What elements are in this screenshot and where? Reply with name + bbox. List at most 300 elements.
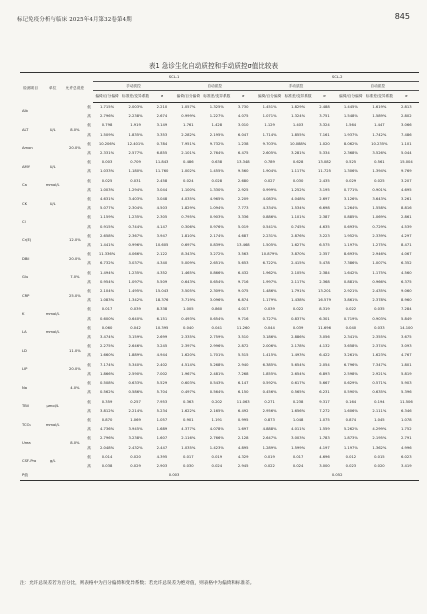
value-cell: 9.769 [401, 169, 412, 174]
value-cell: 1.227% [209, 114, 224, 119]
table-row [20, 140, 419, 149]
value-cell: 1.451% [262, 105, 277, 109]
value-cell: 12.401% [127, 141, 144, 146]
table-row [20, 361, 419, 370]
value-cell: 4.635 [319, 224, 330, 229]
level-cell: 低 [87, 104, 91, 109]
value-cell: 0.025 [374, 178, 385, 183]
value-cell: 6.375 [401, 279, 412, 284]
analyte-name: Na [22, 385, 28, 390]
allowable-error-cell: 8.0% [70, 440, 80, 445]
table-row [20, 269, 419, 278]
value-cell: 2.598% [343, 371, 358, 376]
col-bias: 偏倚/百分偏倚 [255, 91, 284, 103]
value-cell: 0.486 [183, 160, 194, 165]
col-cv: 标准差/变异系数 [121, 91, 150, 103]
level-cell: 高 [87, 408, 91, 413]
value-cell: 0.628 [292, 160, 304, 165]
value-cell: 1.306% [343, 169, 358, 174]
value-cell: 1.791% [291, 289, 306, 294]
value-cell: 0.798 [101, 123, 113, 128]
value-cell: 2.872 [237, 344, 249, 349]
value-cell: 5.262% [343, 427, 358, 432]
value-cell: 1.020 [319, 141, 330, 146]
col-sigma: σ [150, 91, 174, 103]
value-cell: 1.057 [156, 417, 168, 422]
value-cell: 0.044 [264, 325, 275, 330]
value-cell: 1.558% [372, 206, 387, 211]
value-cell: 7.951% [181, 141, 196, 146]
value-cell: 0.837% [291, 316, 306, 321]
value-cell: 3.730 [237, 105, 249, 109]
p-value-row [20, 471, 419, 481]
value-cell: 6.352 [401, 261, 412, 266]
analyte-name: AMY [22, 164, 30, 169]
value-cell: 2.368% [343, 151, 358, 156]
value-cell: 1.003% [100, 187, 115, 192]
value-cell: 1.801 [401, 362, 412, 367]
value-cell: 6.874 [237, 298, 249, 303]
level-cell: 低 [87, 270, 91, 275]
value-cell: 1.197% [343, 243, 358, 248]
allowable-error-cell [64, 324, 85, 342]
value-cell: 3.044 [156, 187, 168, 192]
value-cell: 11.336% [98, 252, 116, 257]
page-number: 845 [394, 12, 410, 21]
value-cell: 1.002% [181, 169, 196, 174]
value-cell: 1.761 [183, 123, 194, 128]
value-cell: 1.083% [100, 298, 115, 303]
unit-cell: mmol/L [45, 422, 60, 427]
value-cell: 2.886% [291, 335, 306, 340]
value-cell: 1.275% [372, 243, 387, 248]
value-cell: 7.272 [319, 408, 330, 413]
value-cell: 1.606% [343, 408, 358, 413]
value-cell: 1.428 [211, 123, 223, 128]
value-cell: 2.275% [100, 344, 115, 349]
value-cell: 5.704 [156, 390, 168, 395]
col-bias: 偏倚/百分偏倚 [174, 91, 203, 103]
value-cell: 11.843 [155, 160, 169, 165]
value-cell: 1.252% [291, 187, 306, 192]
value-cell: 2.435% [372, 289, 387, 294]
value-cell: 3.658% [343, 344, 358, 349]
value-cell: 7.953 [156, 399, 168, 404]
value-cell: 2.903 [156, 463, 168, 468]
value-cell: 0.719% [343, 316, 358, 321]
analyte-name: Cr(E) [22, 238, 32, 243]
value-cell: 4.017 [237, 307, 249, 312]
level-cell: 低 [87, 252, 91, 257]
value-cell: 1.904% [262, 169, 277, 174]
allowable-error-cell: 12.0% [69, 238, 81, 243]
value-cell: 1.005 [183, 307, 194, 312]
value-cell: 0.886% [262, 215, 277, 220]
level-cell: 高 [87, 169, 91, 174]
value-cell: 1.835% [128, 132, 143, 137]
value-cell: 0.617% [291, 381, 306, 386]
col-scl2: SCL-2 [255, 73, 419, 82]
value-cell: 2.674 [156, 114, 168, 119]
value-cell: 5.077% [100, 206, 115, 211]
running-head [17, 12, 410, 24]
value-cell: 0.508% [100, 381, 115, 386]
value-cell: 1.324% [291, 114, 306, 119]
value-cell: 0.996% [128, 243, 143, 248]
value-cell: 8.816 [401, 206, 412, 211]
value-cell: 0.873 [264, 417, 275, 422]
value-cell: 0.590% [343, 390, 358, 395]
value-cell: 1.094% [209, 206, 224, 211]
value-cell: 1.078 [401, 417, 412, 422]
level-cell: 低 [87, 197, 91, 202]
value-cell: 3.812% [100, 408, 115, 413]
value-cell: 6.432 [237, 270, 249, 275]
journal-header: 标记免疫分析与临床 2025年4月第32卷第4期 [17, 17, 132, 23]
value-cell: 0.164 [345, 399, 357, 404]
value-cell: 1.829% [181, 206, 196, 211]
value-cell: 2.341% [343, 335, 358, 340]
value-cell: 0.633% [128, 381, 143, 386]
value-cell: 0.966% [372, 279, 387, 284]
value-cell: 2.921% [372, 371, 387, 376]
value-cell: 4.377% [181, 427, 196, 432]
value-cell: 6.301 [319, 316, 330, 321]
value-cell: 0.060 [101, 325, 113, 330]
value-cell: 2.605% [262, 151, 277, 156]
value-cell: 0.727% [262, 316, 277, 321]
value-cell: 3.719% [181, 298, 196, 303]
value-cell: 0.271 [264, 399, 275, 404]
col-cv: 标准差/变异系数 [284, 91, 313, 103]
value-cell: 18.376 [155, 298, 169, 303]
value-cell: 8.343% [181, 252, 196, 257]
value-cell: 0.999% [181, 114, 196, 119]
allowable-error-cell: 4.0% [70, 385, 80, 390]
value-cell: 0.456% [262, 390, 277, 395]
value-cell: 2.996% [209, 344, 224, 349]
value-cell: 1.191 [211, 417, 223, 422]
value-cell: 2.458 [156, 178, 168, 183]
value-cell: 0.564% [209, 390, 224, 395]
value-cell: 0.643% [181, 279, 196, 284]
table-row [20, 305, 419, 314]
col-sigma: σ [231, 91, 255, 103]
value-cell: 2.101% [181, 151, 196, 156]
value-cell: 7.161 [319, 132, 330, 137]
value-cell: 3.403% [128, 197, 143, 202]
value-cell: 2.367% [128, 233, 143, 238]
col-scl2-auto: 自动质控 [337, 82, 419, 91]
value-cell: 5.009% [181, 261, 196, 266]
value-cell: 0.903% [209, 215, 224, 220]
col-cv: 标准差/变异系数 [203, 91, 232, 103]
value-cell: 1.559 [319, 427, 330, 432]
level-cell: 低 [87, 344, 91, 349]
table-body [20, 103, 419, 472]
value-cell: 2.658% [100, 233, 115, 238]
analyte-name: LIP [22, 367, 28, 372]
value-cell: 1.180% [128, 169, 143, 174]
value-cell: 0.039 [130, 307, 141, 312]
value-cell: 1.048 [292, 417, 304, 422]
value-cell: 0.525 [345, 160, 357, 165]
value-cell: 4.147 [156, 224, 168, 229]
level-cell: 低 [87, 454, 91, 459]
value-cell: 4.297 [401, 233, 412, 238]
analyte-name: CK [22, 201, 27, 206]
value-cell: 6.722% [262, 261, 277, 266]
value-cell: 1.619% [372, 105, 387, 109]
value-cell: 1.325% [209, 105, 224, 109]
value-cell: 2.195% [372, 436, 387, 441]
value-cell: 4.696 [319, 454, 330, 459]
value-cell: 7.268 [237, 371, 249, 376]
value-cell: 2.111% [372, 408, 387, 413]
level-cell: 低 [87, 399, 91, 404]
level-cell: 低 [87, 141, 91, 146]
value-cell: 1.238 [237, 141, 249, 146]
value-cell: 7.386% [343, 261, 358, 266]
allowable-error-cell: 20.0% [69, 146, 81, 151]
value-cell: 3.245 [156, 344, 168, 349]
analyte-name: Cl [22, 220, 26, 225]
value-cell: 3.419 [401, 463, 412, 468]
value-cell: 1.620% [181, 353, 196, 358]
value-cell: 2.956% [262, 408, 277, 413]
value-cell: 1.117% [291, 169, 306, 174]
value-cell: 1.447 [374, 123, 385, 128]
value-cell: 1.656% [291, 408, 306, 413]
value-cell: 1.342% [128, 298, 143, 303]
table-row [20, 287, 419, 296]
value-cell: 5.509 [156, 279, 168, 284]
value-cell: 1.394% [372, 169, 387, 174]
level-cell: 高 [87, 316, 91, 321]
allowable-error-cell: 25.0% [69, 293, 81, 298]
level-cell: 高 [87, 243, 91, 248]
value-cell: 4.767 [401, 353, 412, 358]
value-cell: 3.149 [156, 123, 168, 128]
value-cell: 2.796% [100, 436, 115, 441]
value-cell: 2.415% [291, 261, 306, 266]
analyte-name: CRP [22, 293, 30, 298]
value-cell: 2.006% [262, 344, 277, 349]
value-cell: 2.214% [128, 408, 143, 413]
value-cell: 7.486 [401, 132, 412, 137]
level-cell: 高 [87, 132, 91, 137]
value-cell: 2.357 [319, 252, 330, 257]
value-cell: 4.965% [209, 197, 224, 202]
value-cell: 4.011% [291, 427, 306, 432]
unit-cell: μmol/L [46, 404, 59, 409]
table-title: 表1 急诊生化自动质控和手动质控σ值比较表 [148, 62, 279, 70]
value-cell: 13.348 [236, 160, 250, 165]
table-row [20, 342, 419, 351]
value-cell: 0.915% [100, 224, 115, 229]
value-cell: 4.035% [181, 197, 196, 202]
value-cell: 3.947 [156, 233, 168, 238]
value-cell: 1.715% [100, 105, 115, 109]
unit-cell: mmol/L [45, 312, 60, 317]
table-row [20, 250, 419, 259]
level-cell: 高 [87, 298, 91, 303]
value-cell: 0.784 [156, 141, 168, 146]
value-cell: 2.764% [209, 151, 224, 156]
value-cell: 1.179% [262, 298, 277, 303]
value-cell: 4.334% [262, 206, 277, 211]
table-row [20, 103, 419, 113]
value-cell: 0.860 [211, 307, 223, 312]
value-cell: 1.873% [343, 436, 358, 441]
value-cell: 0.039 [292, 325, 304, 330]
analyte-name: Urea [22, 440, 31, 445]
value-cell: 6.893 [319, 371, 330, 376]
value-cell: 2.305 [156, 215, 168, 220]
value-cell: 11.260 [236, 325, 250, 330]
value-cell: 11.063 [236, 399, 250, 404]
level-cell: 高 [87, 371, 91, 376]
level-cell: 低 [87, 215, 91, 220]
value-cell: 0.023 [345, 463, 357, 468]
value-cell: 2.481% [209, 371, 224, 376]
value-cell: 10.395 [155, 325, 169, 330]
value-cell: 11.725 [318, 169, 331, 174]
unit-cell: mmol/L [45, 330, 60, 335]
unit-cell: U/L [49, 201, 56, 206]
value-cell: 8.693% [343, 252, 358, 257]
table-row [20, 434, 419, 443]
value-cell: 1.071% [262, 114, 277, 119]
value-cell: 2.231% [262, 233, 277, 238]
value-cell: 1.033% [100, 169, 115, 174]
value-cell: 4.048% [291, 197, 306, 202]
value-cell: 0.029 [130, 463, 141, 468]
value-cell: 3.010 [237, 123, 249, 128]
analyte-name: TBil [22, 404, 29, 409]
value-cell: 6.047 [237, 132, 249, 137]
value-cell: 0.194 [374, 399, 385, 404]
value-cell: 7.002 [156, 371, 168, 376]
value-cell: 2.104% [100, 289, 115, 294]
value-cell: 11.696 [318, 325, 331, 330]
value-cell: 2.165% [209, 408, 224, 413]
value-cell: 1.101% [291, 215, 306, 220]
value-cell: 4.996 [401, 445, 412, 450]
value-cell: 4.078% [209, 427, 224, 432]
analyte-name: TCO₂ [22, 422, 31, 427]
value-cell: 1.967% [181, 371, 196, 376]
value-cell: 3.195 [319, 187, 330, 192]
value-cell: 1.599% [291, 445, 306, 450]
value-cell: 9.075 [237, 289, 249, 294]
col-scl1: SCL-1 [93, 73, 256, 82]
value-cell: 3.000 [319, 463, 330, 468]
value-cell: 10.605 [155, 243, 169, 248]
value-cell: 6.698 [319, 206, 330, 211]
value-cell: 2.384 [319, 270, 330, 275]
value-cell: 5.653 [237, 261, 249, 266]
value-cell: 0.030 [292, 178, 304, 183]
value-cell: 0.729% [372, 224, 387, 229]
value-cell: 0.592% [262, 381, 277, 386]
value-cell: 9.716 [237, 316, 249, 321]
value-cell: 2.309% [209, 289, 224, 294]
value-cell: 0.903% [372, 316, 387, 321]
value-cell: 0.744% [128, 224, 143, 229]
unit-cell [41, 379, 64, 397]
value-cell: 1.159% [100, 215, 115, 220]
col-allowable: 允许总误差 [65, 85, 85, 90]
value-cell: 1.642% [343, 270, 358, 275]
value-cell: 0.995 [237, 417, 249, 422]
value-cell: 3.336 [237, 215, 249, 220]
value-cell: 1.100% [181, 187, 196, 192]
value-cell: 1.810% [181, 233, 196, 238]
value-cell: 5.044 [401, 151, 412, 156]
value-cell: 6.422 [319, 353, 330, 358]
value-cell: 2.432% [128, 445, 143, 450]
value-cell: 6.575 [319, 243, 330, 248]
value-cell: 3.861% [343, 298, 358, 303]
value-cell: 4.132 [319, 344, 330, 349]
value-cell: 2.654% [291, 371, 306, 376]
value-cell: 0.020 [130, 454, 141, 459]
value-cell: 3.945% [128, 427, 143, 432]
value-cell: 3.093 [401, 344, 412, 349]
value-cell: 1.509% [100, 132, 115, 137]
unit-cell [41, 103, 64, 122]
value-cell: 2.861 [401, 215, 412, 220]
value-cell: 3.474% [100, 335, 115, 340]
value-cell: 0.635% [372, 390, 387, 395]
unit-cell [41, 287, 64, 305]
value-cell: 3.126% [343, 197, 358, 202]
value-cell: 0.019 [211, 454, 223, 459]
value-cell: 0.954% [100, 279, 115, 284]
value-cell: 0.586% [128, 390, 143, 395]
value-cell: 1.197% [343, 445, 358, 450]
value-cell: 4.895 [237, 445, 249, 450]
value-cell: 2.368 [319, 279, 330, 284]
value-cell: 4.736% [100, 427, 115, 432]
value-cell: 2.116% [181, 436, 196, 441]
value-cell: 1.714% [262, 132, 277, 137]
value-cell: 4.340 [156, 261, 168, 266]
value-cell: 0.640% [128, 316, 143, 321]
value-cell: 1.752 [401, 427, 412, 432]
value-cell: 0.020 [374, 463, 385, 468]
value-cell: 3.159% [128, 335, 143, 340]
value-cell: 0.014 [101, 454, 113, 459]
value-cell: 0.028 [211, 178, 223, 183]
value-cell: 0.795% [181, 215, 196, 220]
value-cell: 5.340% [128, 362, 143, 367]
value-cell: 0.038 [101, 463, 113, 468]
value-cell: 9.716 [237, 279, 249, 284]
level-cell: 高 [87, 335, 91, 340]
value-cell: 5.819 [401, 371, 412, 376]
value-cell: 0.745% [291, 224, 306, 229]
value-cell: 1.101 [401, 141, 412, 146]
table-row [20, 324, 419, 333]
value-cell: 3.272% [209, 252, 224, 257]
value-cell: 2.117% [291, 279, 306, 284]
unit-cell [41, 434, 64, 452]
value-cell: 3.261% [343, 353, 358, 358]
value-cell: 2.174% [209, 233, 224, 238]
value-cell: 1.438% [291, 298, 306, 303]
